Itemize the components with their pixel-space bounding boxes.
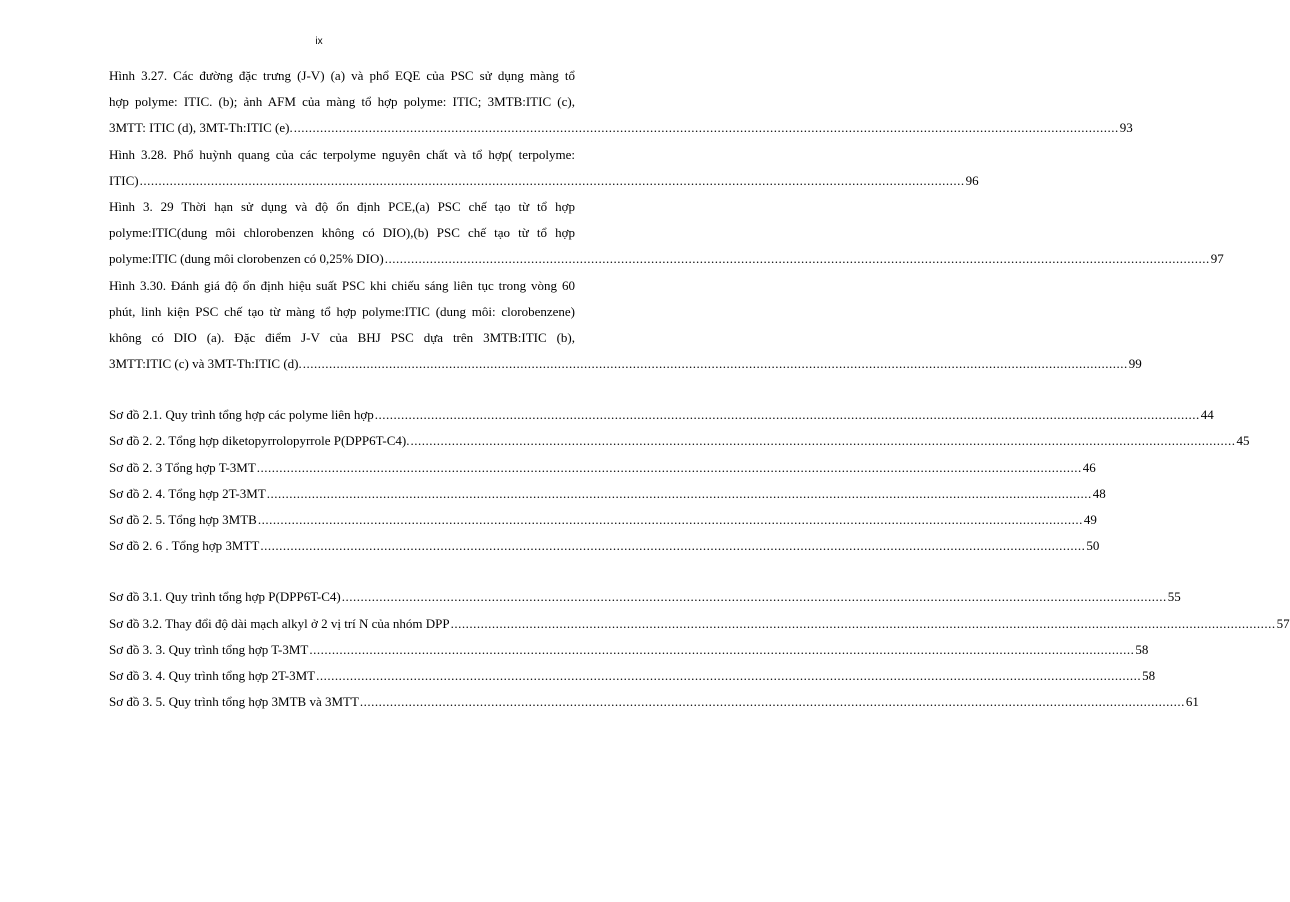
entry-title: Sơ đồ 3.2. Thay đổi độ dài mạch alkyl ở 2 vị trí N của nhóm DPP bbox=[109, 615, 450, 631]
figure-entry-line bbox=[109, 220, 575, 246]
entry-page-number: 96 bbox=[965, 172, 979, 188]
dot-leader: ............................................................................................................................................................................................................................ bbox=[341, 589, 1167, 605]
figure-caption-text: Hình 3.27. Các đường đặc trưng (J-V) (a) và phổ EQE của PSC sử dụng màng tổ bbox=[109, 68, 575, 83]
dot-leader: ............................................................................................................................................................................................................................ bbox=[374, 407, 1200, 423]
figure-entry-last-line[interactable] bbox=[109, 246, 1224, 272]
entry-title: Sơ đồ 2. 4. Tổng hợp 2T-3MT bbox=[109, 485, 266, 501]
dot-leader: ............................................................................................................................................................................................................................ bbox=[359, 694, 1185, 710]
entry-page-number: 49 bbox=[1083, 512, 1097, 527]
entry-title: Sơ đồ 3.1. Quy trình tổng hợp P(DPP6T-C4) bbox=[109, 589, 341, 605]
dot-leader: ............................................................................................................................................................................................................................ bbox=[410, 433, 1236, 449]
entry-title: Sơ đồ 2. 2. Tổng hợp diketopyrrolopyrrole P(DPP6T-C4). bbox=[109, 433, 410, 449]
entry-title: 3MTT: ITIC (d), 3MT-Th:ITIC (e). bbox=[109, 120, 293, 136]
scheme-entry[interactable] bbox=[109, 428, 1250, 454]
figure-entry-last-line[interactable] bbox=[109, 168, 979, 194]
scheme-entry[interactable] bbox=[109, 481, 1106, 507]
figure-caption-text: hợp polyme: ITIC. (b); ảnh AFM của màng tổ hợp polyme: ITIC; 3MTB:ITIC (c), bbox=[109, 94, 575, 110]
figure-entry-line bbox=[109, 299, 575, 325]
scheme-list-chapter-3 bbox=[109, 584, 1290, 715]
figure-caption-text: phút, linh kiện PSC chế tạo từ màng tổ hợp polyme:ITIC (dung môi: clorobenzene) bbox=[109, 303, 575, 319]
figure-entry[interactable] bbox=[109, 63, 1133, 142]
figure-entry-line bbox=[109, 142, 575, 168]
scheme-entry[interactable] bbox=[109, 533, 1100, 559]
figure-entry-last-line[interactable] bbox=[109, 115, 1133, 141]
entry-page-number: 48 bbox=[1092, 485, 1106, 501]
table-of-contents bbox=[109, 63, 1290, 715]
figure-caption-text: Hình 3.28. Phổ huỳnh quang của các terpolyme nguyên chất và tổ hợp( terpolyme: bbox=[109, 146, 575, 162]
dot-leader: ............................................................................................................................................................................................................................ bbox=[266, 485, 1092, 501]
entry-title: Sơ đồ 2. 5. Tổng hợp 3MTB bbox=[109, 512, 257, 527]
entry-title: polyme:ITIC (dung môi clorobenzen có 0,25% DIO) bbox=[109, 251, 384, 267]
section-gap bbox=[109, 377, 575, 402]
dot-leader: ............................................................................................................................................................................................................................ bbox=[302, 356, 1128, 372]
entry-title: ITIC) bbox=[109, 172, 139, 188]
scheme-entry[interactable] bbox=[109, 455, 1096, 481]
figure-entry-line bbox=[109, 63, 575, 89]
entry-page-number: 45 bbox=[1236, 433, 1250, 449]
figure-caption-text: không có DIO (a). Đặc điểm J-V của BHJ PSC dựa trên 3MTB:ITIC (b), bbox=[109, 329, 575, 345]
entry-title: 3MTT:ITIC (c) và 3MT-Th:ITIC (d). bbox=[109, 356, 302, 372]
dot-leader: ............................................................................................................................................................................................................................ bbox=[256, 459, 1082, 475]
entry-page-number: 50 bbox=[1086, 538, 1100, 554]
entry-page-number: 55 bbox=[1167, 589, 1181, 605]
figure-entry-line bbox=[109, 325, 575, 351]
scheme-entry[interactable] bbox=[109, 402, 1214, 428]
dot-leader: ............................................................................................................................................................................................................................ bbox=[260, 538, 1086, 554]
entry-page-number: 97 bbox=[1210, 251, 1224, 267]
scheme-list-chapter-2 bbox=[109, 402, 1250, 559]
figure-entry-line bbox=[109, 273, 575, 299]
entry-title: Sơ đồ 3. 5. Quy trình tổng hợp 3MTB và 3MTT bbox=[109, 694, 359, 710]
entry-title: Sơ đồ 3. 4. Quy trình tổng hợp 2T-3MT bbox=[109, 667, 316, 683]
figure-caption-text: polyme:ITIC(dung môi chlorobenzen không có DIO),(b) PSC chế tạo từ tổ hợp bbox=[109, 225, 575, 241]
dot-leader: ............................................................................................................................................................................................................................ bbox=[293, 120, 1119, 136]
figure-entry-line bbox=[109, 89, 575, 115]
dot-leader: ............................................................................................................................................................................................................................ bbox=[384, 251, 1210, 267]
dot-leader: ............................................................................................................................................................................................................................ bbox=[309, 641, 1135, 657]
scheme-entry[interactable] bbox=[109, 689, 1199, 715]
entry-page-number: 57 bbox=[1276, 615, 1290, 631]
dot-leader: ............................................................................................................................................................................................................................ bbox=[257, 512, 1083, 527]
scheme-entry[interactable] bbox=[109, 584, 1181, 610]
dot-leader: ............................................................................................................................................................................................................................ bbox=[316, 667, 1142, 683]
scheme-entry[interactable] bbox=[109, 637, 1149, 663]
scheme-entry[interactable] bbox=[109, 507, 1097, 533]
dot-leader: ............................................................................................................................................................................................................................ bbox=[450, 615, 1276, 631]
figure-caption-text: Hình 3. 29 Thời hạn sử dụng và độ ổn định PCE,(a) PSC chế tạo từ tổ hợp bbox=[109, 198, 575, 214]
entry-page-number: 58 bbox=[1142, 667, 1156, 683]
entry-title: Sơ đồ 3. 3. Quy trình tổng hợp T-3MT bbox=[109, 641, 309, 657]
scheme-entry[interactable] bbox=[109, 663, 1156, 689]
entry-page-number: 44 bbox=[1200, 407, 1214, 423]
entry-page-number: 99 bbox=[1128, 356, 1142, 372]
entry-title: Sơ đồ 2.1. Quy trình tổng hợp các polyme liên hợp bbox=[109, 407, 374, 423]
figure-entry[interactable] bbox=[109, 194, 1224, 273]
scheme-entry[interactable] bbox=[109, 611, 1290, 637]
entry-title: Sơ đồ 2. 3 Tổng hợp T-3MT bbox=[109, 459, 256, 475]
dot-leader: ............................................................................................................................................................................................................................ bbox=[139, 172, 965, 188]
entry-page-number: 46 bbox=[1082, 459, 1096, 475]
figure-list bbox=[109, 63, 1224, 377]
entry-page-number: 58 bbox=[1135, 641, 1149, 657]
entry-page-number: 61 bbox=[1185, 694, 1199, 710]
figure-entry[interactable] bbox=[109, 273, 1142, 378]
figure-entry-line bbox=[109, 194, 575, 220]
section-gap bbox=[109, 559, 575, 584]
figure-caption-text: Hình 3.30. Đánh giá độ ổn định hiệu suất PSC khi chiếu sáng liên tục trong vòng 60 bbox=[109, 277, 575, 293]
figure-entry[interactable] bbox=[109, 142, 979, 194]
entry-title: Sơ đồ 2. 6 . Tổng hợp 3MTT bbox=[109, 538, 260, 554]
entry-page-number: 93 bbox=[1119, 120, 1133, 136]
figure-entry-last-line[interactable] bbox=[109, 351, 1142, 377]
page-number: ix bbox=[315, 36, 323, 47]
